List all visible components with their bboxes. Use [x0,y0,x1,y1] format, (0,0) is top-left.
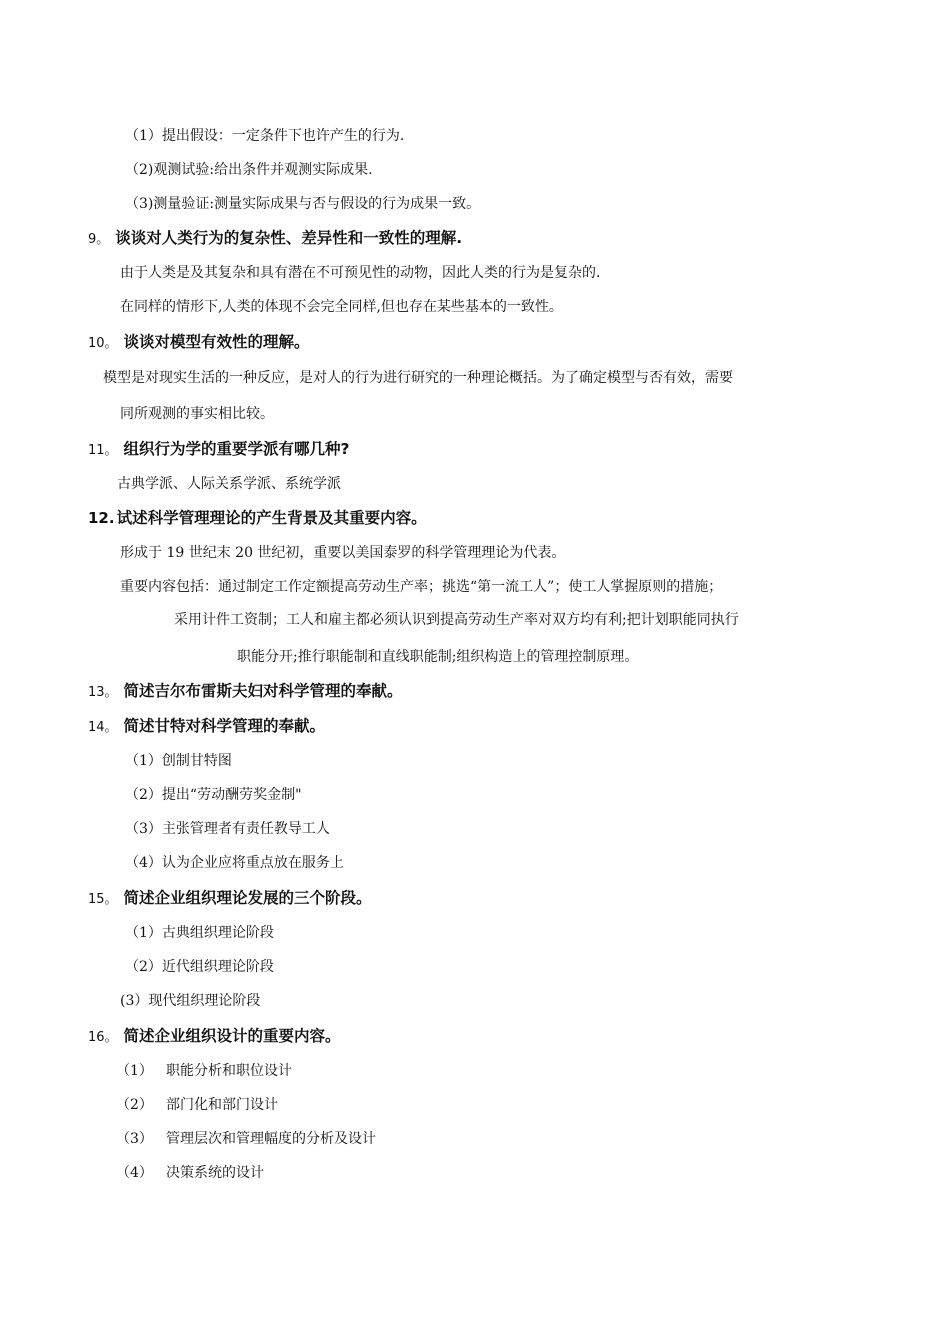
list-item-label: （2） [116,1097,153,1113]
answer-line: （1）古典组织理论阶段 [125,925,274,941]
question-heading [88,1026,341,1048]
list-item [116,1164,264,1182]
answer-line: 重要内容包括：通过制定工作定额提高劳动生产率；挑选“第一流工人”；使工人掌握原则的措施； [120,579,723,595]
answer-line: （2）近代组织理论阶段 [125,959,274,975]
list-item [116,1096,278,1114]
answer-line: 同所观测的事实相比较。 [120,406,274,422]
list-item-label: （3） [116,1131,153,1147]
question-heading [88,888,372,910]
question-text: 简述吉尔布雷斯夫妇对科学管理的奉献。 [123,682,403,700]
list-item-text: 部门化和部门设计 [166,1097,278,1113]
answer-line: （2)观测试验:给出条件并观测实际成果. [125,162,373,178]
list-item-text: 管理层次和管理幅度的分析及设计 [166,1131,376,1147]
question-heading [88,439,350,461]
question-text: 简述企业组织理论发展的三个阶段。 [123,889,372,907]
question-number: 12. [88,509,115,527]
question-text: 组织行为学的重要学派有哪几种? [123,440,350,458]
question-number: 15。 [88,892,118,907]
question-text: 谈谈对模型有效性的理解。 [123,333,310,351]
answer-line: 古典学派、人际关系学派、系统学派 [117,476,341,492]
answer-line: 职能分开;推行职能制和直线职能制;组织构造上的管理控制原理。 [237,649,639,665]
question-heading [88,716,325,738]
answer-line: （3)测量验证:测量实际成果与否与假设的行为成果一致。 [125,196,481,212]
list-item [116,1130,376,1148]
answer-line: （1）提出假设：一定条件下也许产生的行为. [125,128,405,144]
question-heading [88,228,462,250]
question-text: 简述甘特对科学管理的奉献。 [123,717,326,735]
answer-line: 模型是对现实生活的一种反应，是对人的行为进行研究的一种理论概括。为了确定模型与否有效，需要 [103,370,733,386]
answer-line: （2）提出“劳动酬劳奖金制" [125,787,302,803]
list-item-text: 决策系统的设计 [166,1165,264,1181]
answer-line: 形成于 19 世纪末 20 世纪初，重要以美国泰罗的科学管理理论为代表。 [120,545,566,561]
list-item-text: 职能分析和职位设计 [166,1063,292,1079]
question-number: 16。 [88,1030,118,1045]
answer-line: 由于人类是及其复杂和具有潜在不可预见性的动物，因此人类的行为是复杂的. [120,265,601,281]
answer-line: （4）认为企业应将重点放在服务上 [125,855,344,871]
list-item-label: （1） [116,1063,153,1079]
answer-line: 采用计件工资制；工人和雇主都必须认识到提高劳动生产率对双方均有利;把计划职能同执行 [174,612,739,628]
question-number: 13。 [88,685,118,700]
answer-line: 在同样的情形下,人类的体现不会完全同样,但也存在某些基本的一致性。 [120,299,563,315]
question-heading [88,508,427,528]
question-number: 9。 [88,232,110,247]
answer-line: (3）现代组织理论阶段 [120,993,261,1009]
answer-line: （1）创制甘特图 [125,753,232,769]
question-text: 谈谈对人类行为的复杂性、差异性和一致性的理解. [115,229,463,247]
list-item-label: （4） [116,1165,153,1181]
question-number: 10。 [88,336,118,351]
answer-line: （3）主张管理者有责任教导工人 [125,821,330,837]
question-number: 14。 [88,720,118,735]
question-heading [88,681,403,703]
question-text: 简述企业组织设计的重要内容。 [123,1027,341,1045]
list-item [116,1062,292,1080]
question-text: 试述科学管理理论的产生背景及其重要内容。 [116,509,427,527]
question-heading [88,332,310,354]
question-number: 11。 [88,443,118,458]
